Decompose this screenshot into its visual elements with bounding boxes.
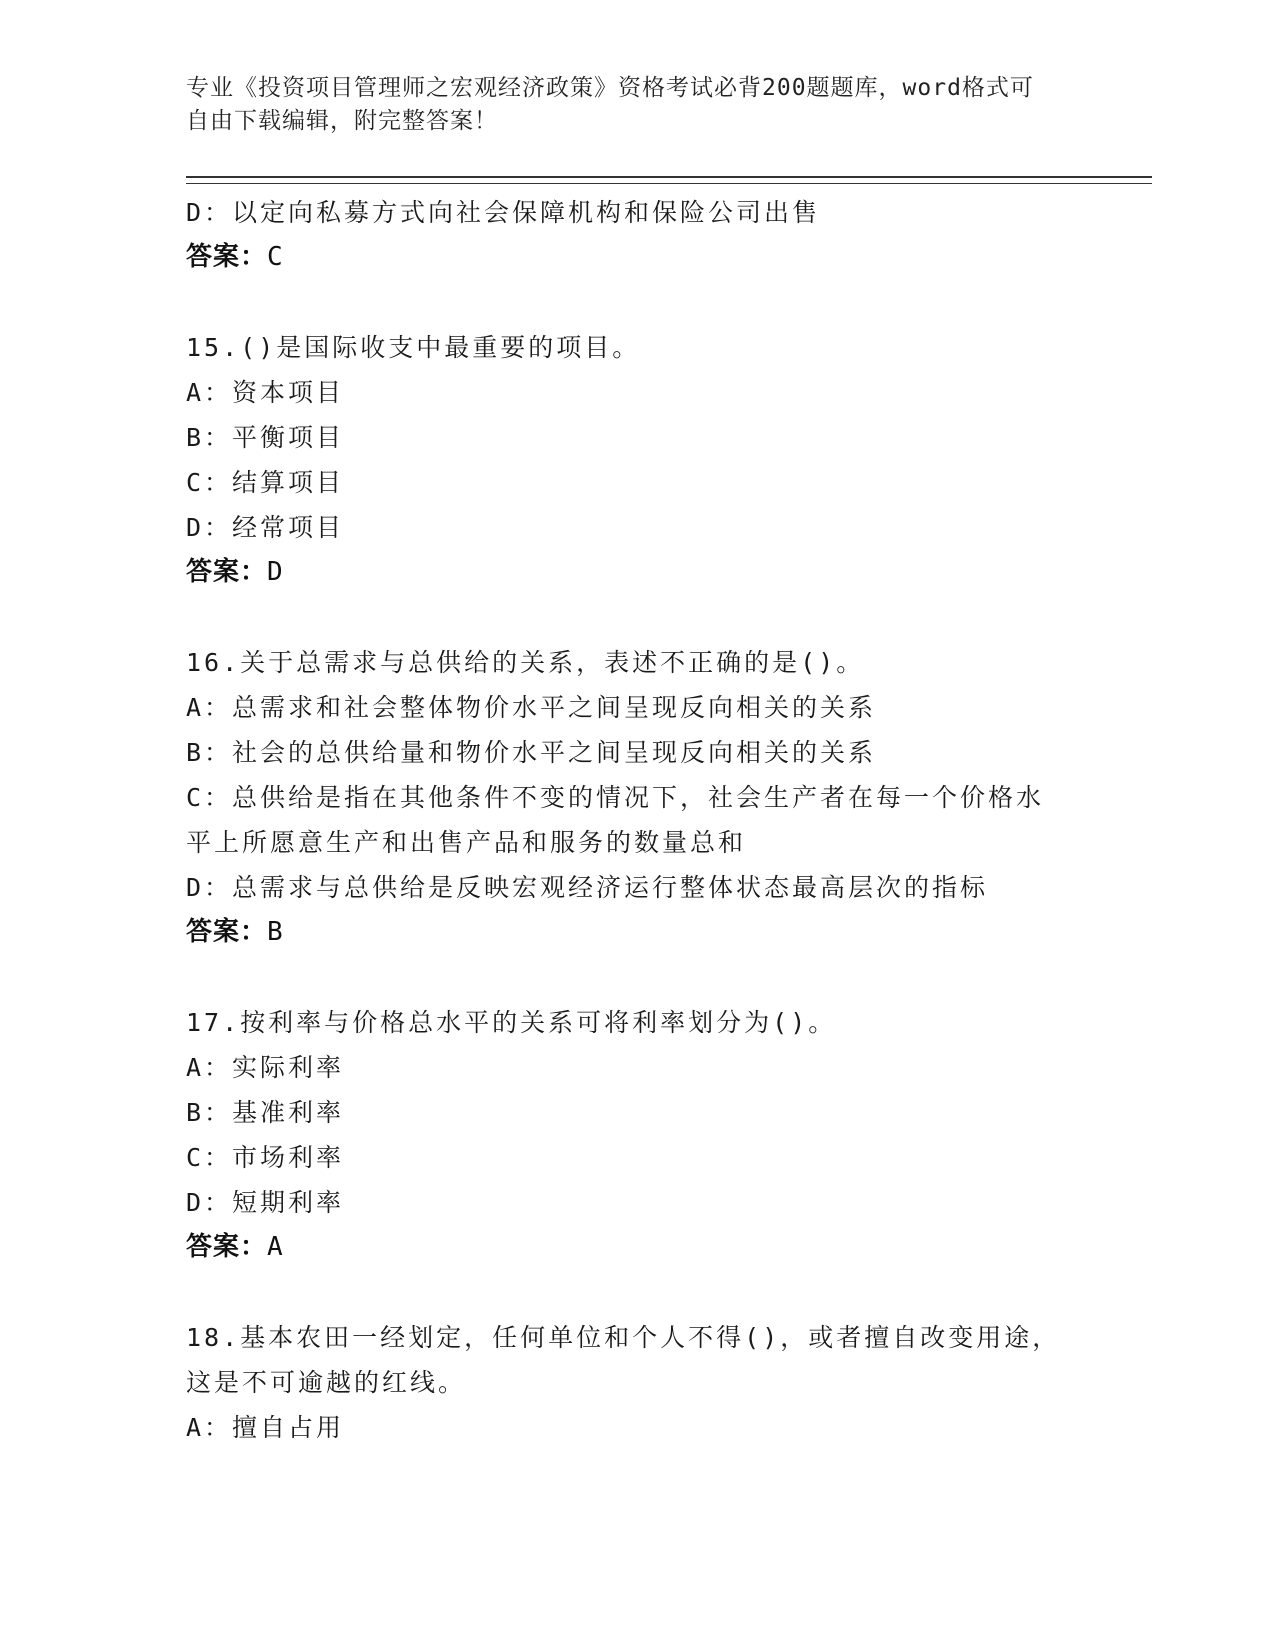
document-header	[186, 72, 1086, 138]
header-title-line-1: 专业《投资项目管理师之宏观经济政策》资格考试必背200题题库，word格式可	[186, 75, 1034, 101]
question-stem-line-1: 18.基本农田一经划定，任何单位和个人不得()，或者擅自改变用途，	[186, 1323, 1061, 1352]
question-spacer	[186, 1270, 1086, 1315]
option-b: B：社会的总供给量和物价水平之间呈现反向相关的关系	[186, 738, 877, 767]
question-spacer	[186, 955, 1086, 1000]
question-stem: 16.关于总需求与总供给的关系，表述不正确的是()。	[186, 648, 865, 677]
option-d: D：以定向私募方式向社会保障机构和保险公司出售	[186, 198, 821, 227]
answer-line	[186, 235, 1086, 280]
document-body	[186, 190, 1086, 1450]
option-c: C：市场利率	[186, 1143, 345, 1172]
question-stem: 15.()是国际收支中最重要的项目。	[186, 333, 641, 362]
question-18	[186, 1315, 1086, 1450]
option-d: D：短期利率	[186, 1188, 345, 1217]
question-spacer	[186, 280, 1086, 325]
answer-label: 答案：	[186, 557, 268, 587]
option-c: C：结算项目	[186, 468, 345, 497]
question-spacer	[186, 595, 1086, 640]
question-14-fragment	[186, 190, 1086, 280]
option-b: B：平衡项目	[186, 423, 345, 452]
question-17	[186, 1000, 1086, 1270]
question-15	[186, 325, 1086, 595]
header-title-line-2: 自由下载编辑，附完整答案！	[186, 108, 498, 134]
option-a: A：实际利率	[186, 1053, 345, 1082]
answer-label: 答案：	[186, 917, 268, 947]
answer-value: D	[267, 557, 284, 587]
answer-value: B	[267, 917, 284, 947]
answer-line	[186, 910, 1086, 955]
answer-value: C	[267, 242, 284, 272]
answer-line	[186, 1225, 1086, 1270]
option-b: B：基准利率	[186, 1098, 345, 1127]
answer-label: 答案：	[186, 242, 268, 272]
option-a: A：总需求和社会整体物价水平之间呈现反向相关的关系	[186, 693, 877, 722]
option-a: A：擅自占用	[186, 1413, 345, 1442]
option-d: D：总需求与总供给是反映宏观经济运行整体状态最高层次的指标	[186, 873, 989, 902]
answer-value: A	[267, 1232, 284, 1262]
option-c-line-1: C：总供给是指在其他条件不变的情况下，社会生产者在每一个价格水	[186, 783, 1045, 812]
option-c-line-2: 平上所愿意生产和出售产品和服务的数量总和	[186, 828, 747, 857]
answer-line	[186, 550, 1086, 595]
question-16	[186, 640, 1086, 955]
option-d: D：经常项目	[186, 513, 345, 542]
question-stem: 17.按利率与价格总水平的关系可将利率划分为()。	[186, 1008, 837, 1037]
option-a: A：资本项目	[186, 378, 345, 407]
answer-label: 答案：	[186, 1232, 268, 1262]
question-stem-line-2: 这是不可逾越的红线。	[186, 1368, 467, 1397]
header-divider	[186, 176, 1152, 184]
